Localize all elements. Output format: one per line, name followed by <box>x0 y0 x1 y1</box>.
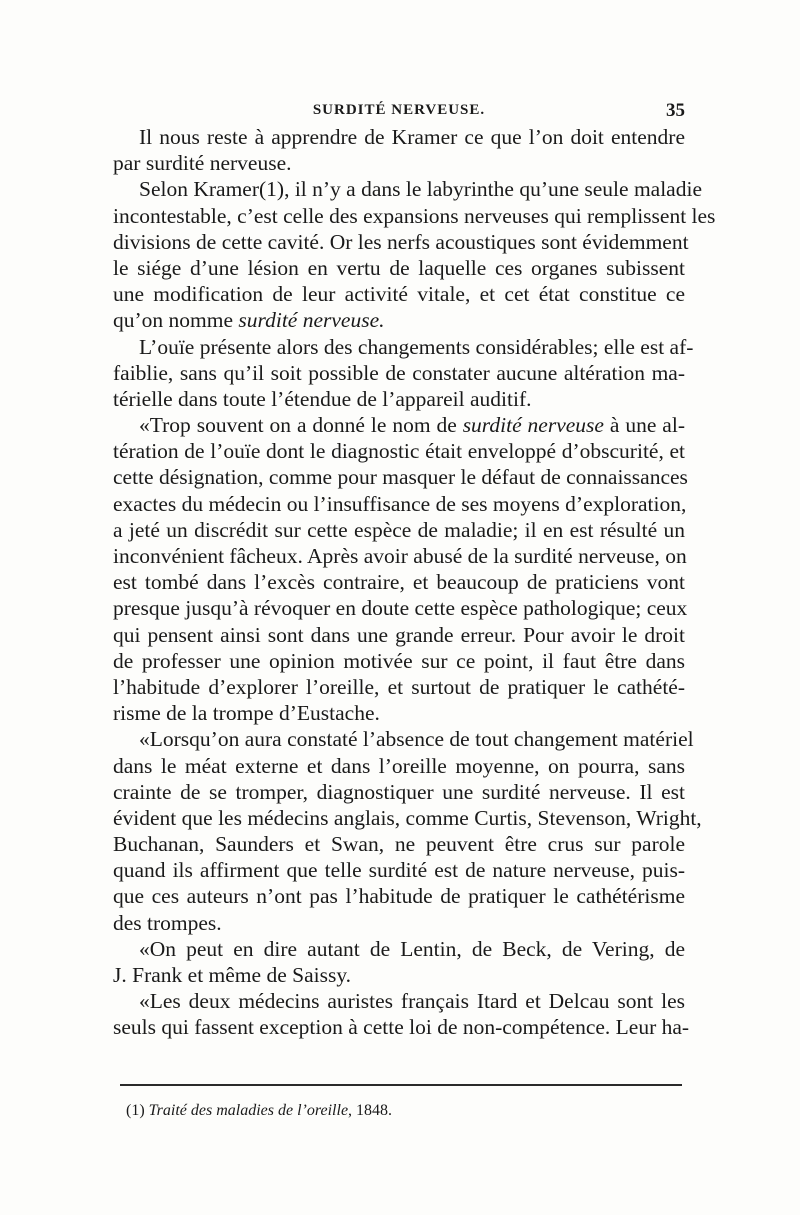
footnote-title: Traité des maladies de l’oreille <box>148 1102 349 1119</box>
text-line: des trompes. <box>113 910 222 935</box>
footnote <box>126 1101 676 1121</box>
footnote-rule <box>120 1084 682 1086</box>
page-header <box>113 100 685 124</box>
text-line: presque jusqu’à révoquer en doute cette espèce pathologique; ceux <box>113 596 688 621</box>
text-line: que ces auteurs n’ont pas l’habitude de pratiquer le cathétérisme <box>113 884 685 909</box>
text-line: a jeté un discrédit sur cette espèce de maladie; il en est résulté un <box>113 517 685 542</box>
text-line: «Lorsqu’on aura constaté l’absence de tout changement matériel <box>139 727 694 752</box>
footnote-marker: (1) <box>126 1102 145 1119</box>
text-line: «On peut en dire autant de Lentin, de Beck, de Vering, de <box>139 936 685 961</box>
text-line: est tombé dans l’excès contraire, et beaucoup de praticiens vont <box>113 570 685 595</box>
text-line <box>113 307 685 333</box>
text-line: l’habitude d’explorer l’oreille, et surtout de pratiquer le cathété- <box>113 674 685 699</box>
text-line: quand ils affirment que telle surdité est de nature nerveuse, puis- <box>113 858 685 883</box>
text-line: J. Frank et même de Saissy. <box>113 963 352 987</box>
text-line: crainte de se tromper, diagnostiquer une surdité nerveuse. Il est <box>113 779 685 804</box>
text-line: L’ouïe présente alors des changements considérables; elle est af- <box>139 334 694 359</box>
text-segment: qu’on nomme <box>113 308 239 333</box>
italic-term: surdité nerveuse <box>462 413 604 438</box>
text-line: tération de l’ouïe dont le diagnostic était enveloppé d’obscurité, et <box>113 439 685 464</box>
text-line: térielle dans toute l’étendue de l’appareil auditif. <box>113 386 532 411</box>
text-segment: à une al- <box>603 413 685 438</box>
text-line: le siége d’une lésion en vertu de laquelle ces organes subissent <box>113 255 685 280</box>
text-line: Buchanan, Saunders et Swan, ne peuvent être crus sur parole <box>113 832 685 857</box>
text-line: qui pensent ainsi sont dans une grande erreur. Pour avoir le droit <box>113 622 685 647</box>
body-text <box>113 124 716 1041</box>
text-line: évident que les médecins anglais, comme Curtis, Stevenson, Wright, <box>113 805 702 830</box>
running-title: SURDITÉ NERVEUSE. <box>312 102 486 118</box>
text-line: divisions de cette cavité. Or les nerfs acoustiques sont évidemment <box>113 229 689 254</box>
text-line: seuls qui fassent exception à cette loi de non-compétence. Leur ha- <box>113 1015 690 1040</box>
text-line: «Les deux médecins auristes français Itard et Delcau sont les <box>139 989 685 1014</box>
text-line: cette désignation, comme pour masquer le défaut de connaissances <box>113 465 688 490</box>
text-line: faiblie, sans qu’il soit possible de constater aucune altération ma- <box>113 360 685 385</box>
text-line: dans le méat externe et dans l’oreille moyenne, on pourra, sans <box>113 753 685 778</box>
text-line: Selon Kramer(1), il n’y a dans le labyrinthe qu’une seule maladie <box>139 177 702 202</box>
text-line: exactes du médecin ou l’insuffisance de ses moyens d’exploration, <box>113 491 687 516</box>
text-line: de professer une opinion motivée sur ce point, il faut être dans <box>113 648 685 673</box>
text-line: une modification de leur activité vitale, et cet état constitue ce <box>113 282 685 307</box>
page-number: 35 <box>666 100 685 121</box>
text-line: par surdité nerveuse. <box>113 151 292 176</box>
text-line <box>113 412 685 438</box>
italic-term: surdité nerveuse. <box>238 308 385 333</box>
footnote-rest: , 1848. <box>348 1102 393 1119</box>
text-line: incontestable, c’est celle des expansions nerveuses qui remplissent les <box>113 203 716 228</box>
text-line: inconvénient fâcheux. Après avoir abusé de la surdité nerveuse, on <box>113 544 687 568</box>
text-line: Il nous reste à apprendre de Kramer ce que l’on doit entendre <box>139 125 685 149</box>
text-segment: «Trop souvent on a donné le nom de <box>139 413 463 438</box>
text-line: risme de la trompe d’Eustache. <box>113 701 380 726</box>
